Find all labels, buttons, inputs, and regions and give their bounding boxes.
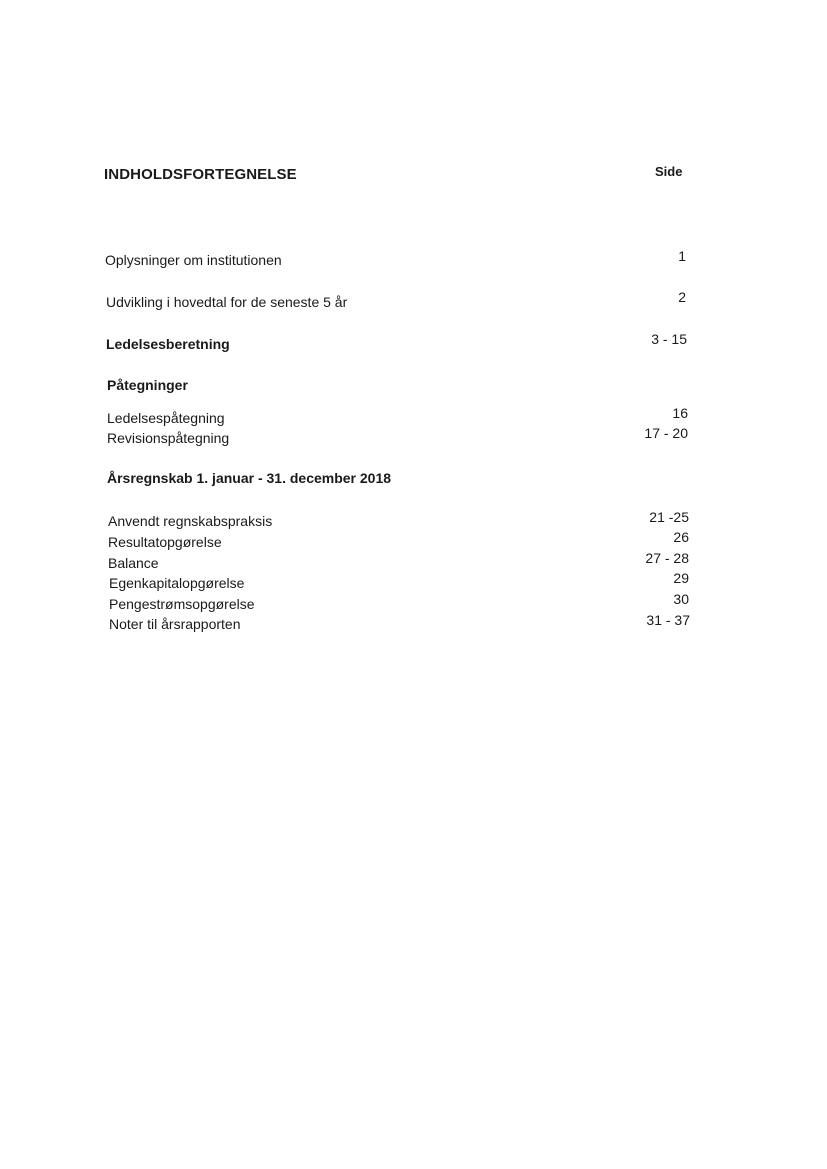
toc-entry-ledelsesberetning: Ledelsesberetning bbox=[106, 336, 230, 352]
toc-entry-pengestroemsopgoerelse: Pengestrømsopgørelse bbox=[109, 596, 255, 612]
page-column-label: Side bbox=[655, 164, 683, 179]
toc-page-ledelsesberetning: 3 - 15 bbox=[651, 331, 687, 347]
toc-section-paategninger: Påtegninger bbox=[107, 377, 188, 393]
toc-entry-regnskabspraksis: Anvendt regnskabspraksis bbox=[108, 513, 273, 529]
toc-page-noter: 31 - 37 bbox=[646, 612, 690, 628]
toc-entry-noter: Noter til årsrapporten bbox=[109, 616, 241, 632]
toc-page-regnskabspraksis: 21 -25 bbox=[649, 509, 689, 525]
toc-page-balance: 27 - 28 bbox=[645, 550, 689, 566]
toc-entry-hovedtal: Udvikling i hovedtal for de seneste 5 år bbox=[106, 294, 348, 310]
toc-entry-resultatopgoerelse: Resultatopgørelse bbox=[108, 534, 222, 550]
toc-entry-balance: Balance bbox=[108, 555, 159, 571]
toc-page-resultatopgoerelse: 26 bbox=[673, 529, 689, 545]
toc-page-egenkapitalopgoerelse: 29 bbox=[673, 570, 689, 586]
toc-entry-ledelsespaategning: Ledelsespåtegning bbox=[107, 410, 225, 426]
toc-heading: INDHOLDSFORTEGNELSE bbox=[104, 166, 297, 183]
toc-page-ledelsespaategning: 16 bbox=[672, 405, 688, 421]
toc-entry-revisionspaategning: Revisionspåtegning bbox=[107, 430, 230, 446]
toc-page-revisionspaategning: 17 - 20 bbox=[644, 425, 688, 441]
toc-page-hovedtal: 2 bbox=[678, 289, 686, 305]
toc-page-oplysninger: 1 bbox=[678, 248, 686, 264]
toc-entry-egenkapitalopgoerelse: Egenkapitalopgørelse bbox=[109, 575, 245, 591]
toc-section-aarsregnskab: Årsregnskab 1. januar - 31. december 2018 bbox=[107, 470, 392, 486]
toc-page-pengestroemsopgoerelse: 30 bbox=[673, 591, 689, 607]
toc-entry-oplysninger: Oplysninger om institutionen bbox=[105, 252, 282, 268]
